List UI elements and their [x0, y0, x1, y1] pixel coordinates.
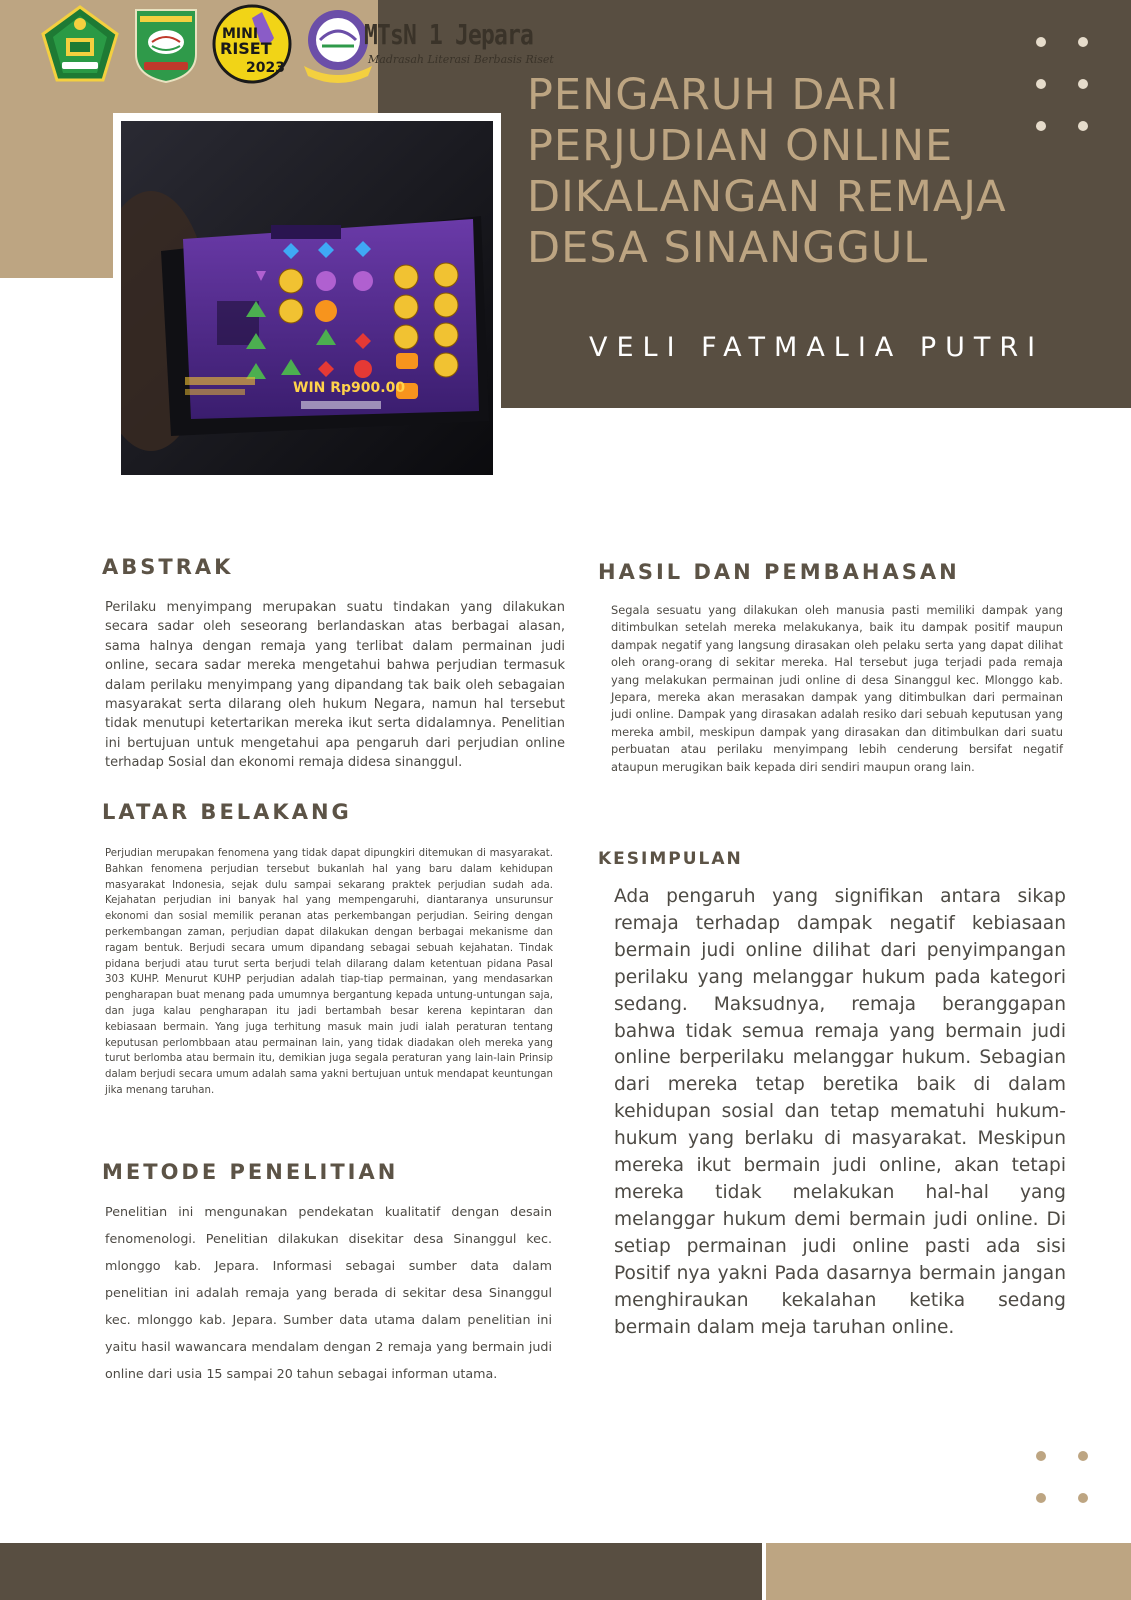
dot-icon: [1036, 1451, 1046, 1461]
kesimpulan-heading: KESIMPULAN: [598, 849, 743, 869]
metode-penelitian-heading: METODE PENELITIAN: [102, 1160, 399, 1184]
mini-riset-line1: MINI: [222, 26, 259, 42]
latar-belakang-text: Perjudian merupakan fenomena yang tidak dapat dipungkiri ditemukan di masyarakat. Bahkan fenomena perjudian tersebut bukanlah hal yang baru dalam kehidupan masyarakat Indonesia, sejak dulu sampai sekarang praktek perjudian sudah ada. Kejahatan perjudian ini banyak hal yang mempengaruhi, diantaranya unsurunsur ekonomi dan sosial memilik peranan atas perkembangan perjudian. Seiring dengan perkembangan zaman, perjudian dapat dilakukan dengan berbagai mekanisme dan ragam bentuk. Berjudi secara umum dipandang sebagai sebuah kejahatan. Tindak pidana berjudi atau turut serta berjudi telah dilarang dalam ketentuan pidana Pasal 303 KUHP. Menurut KUHP perjudian adalah tiap-tiap permainan, yang mendasarkan pengharapan buat menang pada umumnya bergantung kepada untung-untungan saja, dan juga kalau pengharapan itu jadi bertambah besar kerena kepintaran dan kebiasaan bermain. Yang juga terhitung masuk main judi ialah peraturan tentang keputusan perlombbaan atau permainan lain, yang tidak diadakan oleh mereka yang turut berlomba atau bermain itu, demikian juga segala peraturan yang lain-lain Prinsip dalam berjudi secara umum adalah sama yakni bertujuan untuk mendapat keuntungan jika menang taruhan.: [105, 848, 553, 1096]
madrasah-literasi-badge-icon: [126, 4, 206, 84]
dot-icon: [1078, 1451, 1088, 1461]
mini-riset-2023-logo-icon: [212, 4, 292, 84]
footer-dark-bar: [0, 1543, 762, 1600]
abstrak-text: Perilaku menyimpang merupakan suatu tindakan yang dilakukan secara sadar oleh seseorang berlandaskan atas berbagai alasan, sama halnya dengan remaja yang terlibat dalam permainan judi online, secara sadar mereka mengetahui bahwa perjudian termasuk dalam perilaku menyimpang yang dipandang tak baik oleh sebagaian masyarakat serta dilarang oleh hukum Negara, namun hal tersebut tidak menutupi ketertarikan mereka ikut serta didalamnya. Penelitian ini bertujuan untuk mengetahui apa pengaruh dari perjudian online terhadap Sosial dan ekonomi remaja didesa sinanggul.: [105, 600, 565, 771]
footer-tan-bar: [766, 1543, 1131, 1600]
author-name: VELI FATMALIA PUTRI: [589, 332, 1045, 363]
poster-title: PENGARUH DARI PERJUDIAN ONLINE DIKALANGAN REMAJA DESA SINANGGUL: [527, 70, 1007, 273]
phone-slot-game-photo: [121, 121, 493, 475]
school-tagline: Madrasah Literasi Berbasis Riset: [368, 53, 554, 66]
mini-riset-year: 2023: [246, 60, 285, 76]
school-name: MTsN 1 Jepara: [364, 18, 534, 51]
decorative-dots-bottom: [1036, 1451, 1088, 1503]
dot-icon: [1036, 1493, 1046, 1503]
dot-icon: [1078, 37, 1088, 47]
metode-penelitian-text: Penelitian ini mengunakan pendekatan kualitatif dengan desain fenomenologi. Penelitian dilakukan disekitar desa Sinanggul kec. mlonggo kab. Jepara. Informasi sebagai sumber data dalam penelitian ini adalah remaja yang berada di sekitar desa Sinanggul kec. mlonggo kab. Jepara. Sumber data utama dalam penelitian ini yaitu hasil wawancara mendalam dengan 2 remaja yang bermain judi online dari usia 15 sampai 20 tahun sebagai informan utama.: [105, 1204, 552, 1381]
kesimpulan-text: Ada pengaruh yang signifikan antara sikap remaja terhadap dampak negatif kebiasaan bermain judi online dilihat dari penyimpangan perilaku yang melanggar hukum pada kategori sedang. Maksudnya, remaja beranggapan bahwa tidak semua remaja yang bermain judi online berperilaku melanggar hukum. Sebagian dari mereka tetap beretika baik di dalam kehidupan sosial dan tetap mematuhi hukum-hukum yang berlaku di masyarakat. Meskipun mereka ikut bermain judi online, akan tetapi mereka tidak melakukan hal-hal yang melanggar hukum demi bermain judi online. Di setiap permainan judi online pasti ada sisi Positif nya yakni Pada dasarnya bermain jangan menghiraukan kekalahan ketika sedang bermain dalam meja taruhan online.: [614, 886, 1066, 1338]
dot-icon: [1036, 37, 1046, 47]
abstrak-heading: ABSTRAK: [102, 555, 234, 579]
latar-belakang-heading: LATAR BELAKANG: [102, 800, 352, 824]
mini-riset-line2: RISET: [220, 39, 272, 58]
hasil-pembahasan-heading: HASIL DAN PEMBAHASAN: [598, 560, 960, 584]
school-block: [364, 18, 570, 66]
kemenag-logo-icon: [40, 4, 120, 84]
hasil-pembahasan-text: Segala sesuatu yang dilakukan oleh manusia pasti memiliki dampak yang ditimbulkan setelah mereka melakukanya, baik itu dampak positif maupun dampak negatif yang langsung dirasakan oleh pelaku serta yang dapat dilihat oleh orang-orang di sekitar mereka. Hal tersebut juga terjadi pada remaja yang melakukan permainan judi online di desa Sinanggul kec. Mlonggo kab. Jepara, mereka akan merasakan dampak yang ditimbulkan dari permainan judi online. Dampak yang dirasakan adalah resiko dari sebuah keputusan yang mereka ambil, meskipun dampak yang dirasakan dan ditimbulkan dari suatu perbuatan atau perilaku menyimpang lebih cenderung bersifat negatif ataupun merugikan baik kepada diri sendiri maupun orang lain.: [611, 603, 1063, 774]
dot-icon: [1078, 1493, 1088, 1503]
photo-win-text: WIN Rp900.00: [293, 380, 406, 396]
logo-row: [40, 4, 378, 84]
